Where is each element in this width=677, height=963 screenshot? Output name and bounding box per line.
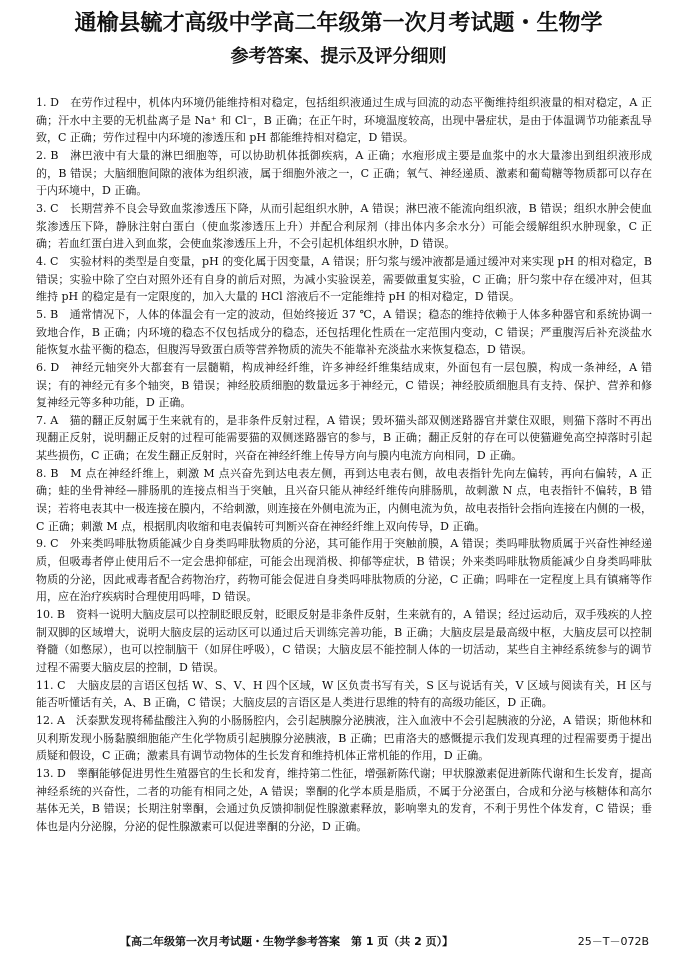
answer-item: 5. B 通常情况下，人体的体温会有一定的波动，但始终接近 37 ℃，A 错误；稳态的维持依赖于人体多种器官和系统协调一致地合作，B 正确；内环境的稳态不仅包括成分的稳态，还包括理化性质在一定范围内变动，C 错误；严重腹泻后补充淡盐水能恢复水盐平衡的稳态，但腹泻导致蛋白质等营养物质的流失不能靠补充淡盐水来恢复稳态，D 错误。	[36, 307, 652, 357]
answer-list	[36, 94, 652, 836]
page-footer	[0, 934, 677, 950]
answer-item: 13. D 睾酮能够促进男性生殖器官的生长和发育，维持第二性征，增强新陈代谢；甲状腺激素促进新陈代谢和生长发育，提高神经系统的兴奋性，二者的功能有相同之处，A 错误；睾酮的化学本质是脂质，不属于分泌蛋白，合成和分泌与核糖体和高尔基体无关，B 错误；长期注射睾酮，会通过负反馈抑制促性腺激素释放，影响睾丸的发育，不利于男性个体发育，C 错误；垂体也是内分泌腺，分泌的促性腺激素可以促进睾酮的分泌，D 正确。	[36, 766, 652, 833]
footer-code: 25－T－072B	[577, 935, 649, 948]
answer-item: 10. B 资料一说明大脑皮层可以控制眨眼反射，眨眼反射是非条件反射，生来就有的，A 错误；经过运动后，双手残疾的人控制双脚的区域增大，说明大脑皮层的运动区可以通过后天训练完善功能，B 正确；大脑皮层是最高级中枢，大脑皮层可以控制脊髓（如憋尿），也可以控制脑干（如屏住呼吸），C 错误；大脑皮层不能控制人体的一切活动，某些自主神经系统参与的调节过程不需要大脑皮层的控制，D 错误。	[36, 608, 652, 674]
answer-item: 12. A 沃泰默发现将稀盐酸注入狗的小肠肠腔内，会引起胰腺分泌胰液，注入血液中不会引起胰液的分泌，A 错误；斯他林和贝利斯发现小肠黏膜细胞能产生化学物质引起胰腺分泌胰液，B 正确；巴甫洛夫的感慨提示我们发现真理的过程需要勇于提出质疑和假设，C 正确；激素具有调节动物体的生长发育和维持机体正常机能的作用，D 正确。	[36, 713, 652, 763]
answer-item: 2. B 淋巴液中有大量的淋巴细胞等，可以协助机体抵御疾病，A 正确；水疱形成主要是血浆中的水大量渗出到组织液形成的，B 错误；大脑细胞间隙的液体为组织液，属于细胞外液之一，C 正确；氧气、神经递质、激素和葡萄糖等物质都可以存在于内环境中，D 正确。	[36, 148, 652, 198]
answer-item: 6. D 神经元轴突外大都套有一层髓鞘，构成神经纤维，许多神经纤维集结成束，外面包有一层包膜，构成一条神经，A 错误；有的神经元有多个轴突，B 错误；神经胶质细胞的数量远多于神经元，C 错误；神经胶质细胞具有支持、保护、营养和修复神经元等多种功能，D 正确。	[36, 360, 652, 410]
document-title: 通榆县毓才高级中学高二年级第一次月考试题・生物学	[74, 11, 603, 36]
answer-item: 1. D 在劳作过程中，机体内环境仍能维持相对稳定，包括组织液通过生成与回流的动态平衡维持组织液量的相对稳定，A 正确；汗水中主要的无机盐离子是 Na⁺ 和 Cl⁻，B 正确；在正午时，环境温度较高，出现中暑症状，是由于体温调节功能紊乱导致，C 正确；劳作过程中内环境的渗透压和 pH 都能维持相对稳定，D 错误。	[36, 96, 652, 145]
document-subtitle: 参考答案、提示及评分细则	[230, 46, 447, 67]
answer-item: 8. B M 点在神经纤维上，刺激 M 点兴奋先到达电表左侧，再到达电表右侧，故电表指针先向左偏转，再向右偏转，A 正确；蛙的坐骨神经—腓肠肌的连接点相当于突触，且兴奋只能从神经纤维传向腓肠肌，故刺激 N 点，电表指针不偏转，B 错误；若将电表其中一极连接在膜内，不给刺激，则连接在外侧电流为正，内侧电流为负，故电表指针会指向连接在内侧的一极，C 正确；刺激 M 点，根据肌肉收缩和电表偏转可判断兴奋在神经纤维上双向传导，D 正确。	[36, 466, 652, 533]
footer-label: 【高二年级第一次月考试题・生物学参考答案 第 1 页（共 2 页）】	[120, 935, 454, 948]
answer-item: 7. A 猫的翻正反射属于生来就有的，是非条件反射过程，A 错误；毁坏猫头部双侧迷路器官并蒙住双眼，则猫下落时不再出现翻正反射，说明翻正反射的过程可能需要猫的双侧迷路器官的参与，B 正确；翻正反射的存在可以使猫避免高空掉落时引起某些损伤，C 正确；在发生翻正反射时，兴奋在神经纤维上传导方向与膜内电流方向相同，D 正确。	[36, 413, 652, 463]
answer-item: 4. C 实验材料的类型是自变量，pH 的变化属于因变量，A 错误；肝匀浆与缓冲液都是通过缓冲对来实现 pH 的相对稳定，B 错误；实验中除了空白对照外还有自身的前后对照，为减小实验误差，需要做重复实验，C 正确；肝匀浆中存在缓冲对，但其维持 pH 的稳定是有一定限度的，加入大量的 HCl 溶液后不一定能维持 pH 的相对稳定，D 错误。	[36, 254, 652, 304]
answer-item: 3. C 长期营养不良会导致血浆渗透压下降，从而引起组织水肿，A 错误；淋巴液不能流向组织液，B 错误；组织水肿会使血浆渗透压下降，静脉注射白蛋白（使血浆渗透压上升）并配合利尿剂（排出体内多余水分）可能会缓解组织水肿现象，C 正确；若血红蛋白进入到血浆，会使血浆渗透压上升，不会引起机体组织水肿，D 错误。	[36, 201, 652, 251]
answer-item: 11. C 大脑皮层的言语区包括 W、S、V、H 四个区域，W 区负责书写有关，S 区与说话有关，V 区域与阅读有关，H 区与能否听懂话有关，A、B 正确，C 错误；大脑皮层的言语区是人类进行思维的特有的高级功能区，D 正确。	[36, 678, 652, 710]
answer-item: 9. C 外来类吗啡肽物质能减少自身类吗啡肽物质的分泌，其可能作用于突触前膜，A 错误；类吗啡肽物质属于兴奋性神经递质，但吸毒者停止使用后不一定会患抑郁症，可能会出现消极、抑郁等症状，B 错误；外来类吗啡肽物质能减少自身类吗啡肽物质的分泌，因此戒毒者配合药物治疗，药物可能会促进自身类吗啡肽物质的分泌，C 正确；吗啡在一定程度上具有镇痛等作用，应在治疗疾病时合理使用吗啡，D 错误。	[36, 537, 652, 604]
